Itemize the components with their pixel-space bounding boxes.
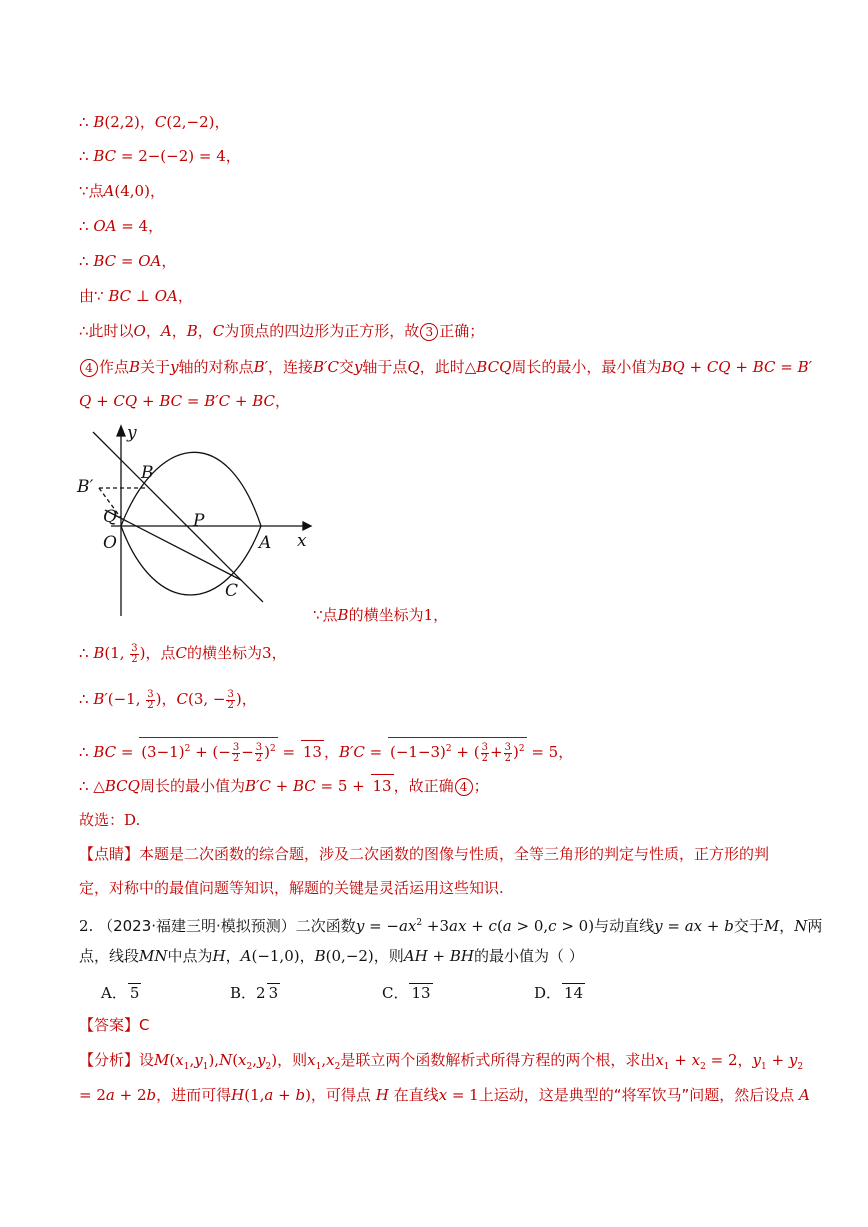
lower-curve bbox=[121, 526, 261, 595]
line-14: ∴ △BCQ周长的最小值为B′C + BC = 5 + 13 ，故正确 4 ； bbox=[79, 774, 489, 797]
line-3: ∵点A(4,0)， bbox=[79, 182, 165, 200]
line-12: ∴ B′(−1, $\frac{3}{2}$ )，C(3, − $\frac{3}{2}$ )， bbox=[79, 688, 257, 711]
option-d: D． 14 bbox=[534, 984, 584, 1002]
line-7: ∴此时以O，A，B，C为顶点的四边形为正方形，故 3 正确； bbox=[79, 322, 485, 340]
analysis-line-1: 【分析】设$M(x_1,y_1),N(x_2,y_2)$，则$x_1,x_2$是联立两个函数解析式所得方程的两个根，求出$x_1 + x_2 = 2$，$y_1 + y_2$ bbox=[79, 1051, 804, 1072]
question-2-line-2: 点，线段MN中点为H，A(−1,0)，B(0,−2)，则AH + BH的最小值为（ ） bbox=[79, 947, 584, 965]
line-qc bbox=[105, 510, 241, 580]
label-q: Q bbox=[103, 507, 117, 527]
line-11: ∴ B(1, $\frac{3}{2}$ )，点C的横坐标为3， bbox=[79, 642, 287, 665]
analysis-line-2: = 2a + 2b，进而可得H(1,a + b)，可得点 H 在直线x = 1上运动，这是典型的“将军饮马”问题，然后设点 A bbox=[79, 1086, 810, 1104]
label-c: C bbox=[225, 581, 239, 601]
line-10: ∵点B的横坐标为1， bbox=[313, 606, 449, 624]
label-p: P bbox=[193, 511, 205, 531]
line-15: 故选：D. bbox=[79, 811, 141, 829]
label-x: x bbox=[297, 531, 307, 551]
line-13: ∴ BC = $(3-1)^2$ + (− $\frac{3}{2}$ − $\frac{3}{2}$ )$^2$ = 13 ，$B'C = (-1-3)^2$ + ( $\frac{3}{2}$ + $\frac{3}{2}$ )$^2$ = 5， bbox=[79, 737, 573, 764]
y-axis-arrow bbox=[117, 426, 125, 436]
option-b: B．2 3 bbox=[230, 984, 279, 1002]
parabola-figure bbox=[75, 418, 315, 618]
label-bprime: B′ bbox=[77, 477, 94, 497]
line-9: Q + CQ + BC = B′C + BC， bbox=[79, 392, 291, 410]
line-17: 定，对称中的最值问题等知识，解题的关键是灵活运用这些知识. bbox=[79, 879, 504, 897]
answer-options bbox=[101, 982, 621, 1004]
label-b: B bbox=[141, 463, 154, 483]
line-8: 4 作点B关于y轴的对称点B′，连接B′C交y轴于点Q，此时△BCQ周长的最小，最小值为BQ + CQ + BC = B′ bbox=[79, 356, 812, 378]
question-2-line-1: 2. （2023·福建三明·模拟预测）二次函数$y = -ax^2 +3ax + c(a > 0,c > 0)$与动直线y = ax + b交于M，N两 bbox=[79, 917, 823, 935]
line-4: ∴ OA = 4， bbox=[79, 217, 164, 235]
line-1: ∴ B(2,2)，C(2,−2)， bbox=[79, 113, 230, 131]
label-a: A bbox=[259, 533, 272, 553]
answer-line: 【答案】C bbox=[79, 1016, 150, 1034]
x-axis-arrow bbox=[303, 522, 311, 530]
line-6: 由∵ BC ⊥ OA， bbox=[79, 287, 193, 305]
label-o: O bbox=[103, 533, 117, 553]
option-a: A． 5 bbox=[101, 984, 140, 1002]
label-y: y bbox=[127, 423, 137, 443]
line-2: ∴ BC = 2−(−2) = 4， bbox=[79, 147, 241, 165]
option-c: C． 13 bbox=[382, 984, 431, 1002]
line-16: 【点睛】本题是二次函数的综合题，涉及二次函数的图像与性质，全等三角形的判定与性质，正方形的判 bbox=[79, 845, 770, 863]
line-5: ∴ BC = OA， bbox=[79, 252, 177, 270]
